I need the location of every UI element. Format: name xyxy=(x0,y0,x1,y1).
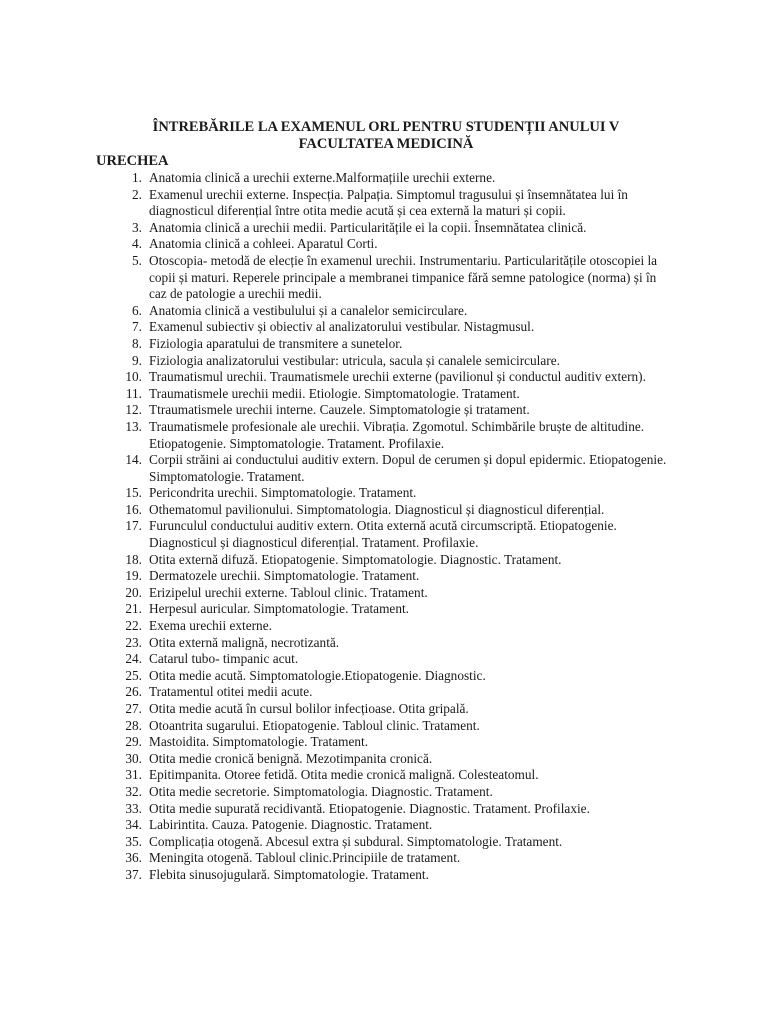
question-number: 6. xyxy=(132,302,142,318)
question-item xyxy=(96,220,676,237)
question-text: Dermatozele urechii. Simptomatologie. Tratament. xyxy=(149,568,420,584)
question-text: Tratamentul otitei medii acute. xyxy=(149,684,313,700)
question-number: 22. xyxy=(125,618,142,634)
question-number: 3. xyxy=(132,219,142,235)
question-item xyxy=(96,485,676,502)
question-number: 18. xyxy=(125,551,142,567)
question-item xyxy=(96,801,676,818)
question-item xyxy=(96,187,676,220)
question-number: 4. xyxy=(132,236,142,252)
question-item xyxy=(96,734,676,751)
question-item xyxy=(96,319,676,336)
question-number: 13. xyxy=(125,418,142,434)
question-number: 1. xyxy=(132,170,142,185)
question-item xyxy=(96,552,676,569)
question-item xyxy=(96,419,676,452)
question-text: Otoantrita sugarului. Etiopatogenie. Tabloul clinic. Tratament. xyxy=(149,717,480,733)
question-item xyxy=(96,751,676,768)
question-item xyxy=(96,701,676,718)
question-text: Examenul urechii externe. Inspecția. Palpația. Simptomul tragusului și însemnătatea lui în diagnosticul diferențial între otita medie acută și cea externă la maturi și copii. xyxy=(149,186,628,219)
question-number: 34. xyxy=(125,817,142,833)
question-text: Otita medie secretorie. Simptomatologia. Diagnostic. Tratament. xyxy=(149,783,493,799)
question-number: 7. xyxy=(132,319,142,335)
question-item xyxy=(96,684,676,701)
question-item xyxy=(96,386,676,403)
question-text: Epitimpanita. Otoree fetidă. Otita medie cronică malignă. Colesteatomul. xyxy=(149,767,539,783)
question-text: Labirintita. Cauza. Patogenie. Diagnostic. Tratament. xyxy=(149,817,433,833)
question-text: Otita medie supurată recidivantă. Etiopatogenie. Diagnostic. Tratament. Profilaxie. xyxy=(149,800,590,816)
question-number: 26. xyxy=(125,684,142,700)
question-list xyxy=(96,170,676,884)
question-number: 36. xyxy=(125,850,142,866)
question-text: Mastoidita. Simptomatologie. Tratament. xyxy=(149,734,369,750)
question-number: 17. xyxy=(125,518,142,534)
title-line-2: FACULTATEA MEDICINĂ xyxy=(298,136,474,152)
question-item xyxy=(96,635,676,652)
question-item xyxy=(96,718,676,735)
question-number: 8. xyxy=(132,335,142,351)
question-item xyxy=(96,668,676,685)
question-item xyxy=(96,834,676,851)
question-number: 35. xyxy=(125,833,142,849)
question-text: Anatomia clinică a urechii externe.Malformațiile urechii externe. xyxy=(149,170,496,185)
section-heading: URECHEA xyxy=(96,153,169,169)
question-number: 31. xyxy=(125,767,142,783)
question-number: 28. xyxy=(125,717,142,733)
question-text: Anatomia clinică a vestibulului și a canalelor semicirculare. xyxy=(149,302,468,318)
question-item xyxy=(96,236,676,253)
question-number: 20. xyxy=(125,584,142,600)
question-item xyxy=(96,651,676,668)
question-text: Otita externă malignă, necrotizantă. xyxy=(149,634,340,650)
question-text: Flebita sinusojugulară. Simptomatologie. Tratament. xyxy=(149,866,429,882)
question-item xyxy=(96,452,676,485)
question-number: 33. xyxy=(125,800,142,816)
question-item xyxy=(96,369,676,386)
question-text: Erizipelul urechii externe. Tabloul clinic. Tratament. xyxy=(149,584,428,600)
question-item xyxy=(96,303,676,320)
question-text: Traumatismele urechii medii. Etiologie. Simptomatologie. Tratament. xyxy=(149,385,520,401)
question-number: 23. xyxy=(125,634,142,650)
question-text: Ttraumatismele urechii interne. Cauzele. Simptomatologie și tratament. xyxy=(149,402,530,418)
question-text: Pericondrita urechii. Simptomatologie. Tratament. xyxy=(149,485,417,501)
question-text: Catarul tubo- timpanic acut. xyxy=(149,651,299,667)
question-number: 14. xyxy=(125,452,142,468)
question-number: 30. xyxy=(125,750,142,766)
question-text: Otita medie cronică benignă. Mezotimpanita cronică. xyxy=(149,750,433,766)
question-text: Traumatismele profesionale ale urechii. Vibrația. Zgomotul. Schimbările bruște de altitudine. Etiopatogenie. Simptomatologie. Tratament. Profilaxie. xyxy=(149,418,645,451)
question-item xyxy=(96,336,676,353)
question-item xyxy=(96,784,676,801)
question-text: Exema urechii externe. xyxy=(149,618,272,634)
question-number: 37. xyxy=(125,866,142,882)
question-number: 10. xyxy=(125,369,142,385)
question-item xyxy=(96,618,676,635)
question-number: 5. xyxy=(132,252,142,268)
question-item xyxy=(96,767,676,784)
question-number: 24. xyxy=(125,651,142,667)
question-text: Furunculul conductului auditiv extern. Otita externă acută circumscriptă. Etiopatogenie. Diagnosticul și diagnosticul diferențial. Tratament. Profilaxie. xyxy=(149,518,617,551)
question-text: Herpesul auricular. Simptomatologie. Tratament. xyxy=(149,601,409,617)
question-text: Fiziologia aparatului de transmitere a sunetelor. xyxy=(149,335,403,351)
question-item xyxy=(96,867,676,884)
question-item xyxy=(96,353,676,370)
question-text: Corpii străini ai conductului auditiv extern. Dopul de cerumen și dopul epidermic. Etiopatogenie. Simptomatologie. Tratament. xyxy=(149,452,667,484)
question-text: Fiziologia analizatorului vestibular: utricula, sacula și canalele semicirculare. xyxy=(149,352,560,368)
question-item xyxy=(96,568,676,585)
question-number: 12. xyxy=(125,402,142,418)
question-number: 27. xyxy=(125,701,142,716)
question-number: 29. xyxy=(125,734,142,750)
question-text: Anatomia clinică a urechii medii. Particularitățile ei la copii. Însemnătatea clinică. xyxy=(149,219,587,235)
title-line-1: ÎNTREBĂRILE LA EXAMENUL ORL PENTRU STUDENȚII ANULUI V xyxy=(152,119,620,135)
question-item xyxy=(96,601,676,618)
question-item xyxy=(96,850,676,867)
question-text: Otita externă difuză. Etiopatogenie. Simptomatologie. Diagnostic. Tratament. xyxy=(149,551,562,567)
question-item xyxy=(96,585,676,602)
question-number: 21. xyxy=(125,601,142,617)
question-item xyxy=(96,502,676,519)
question-number: 25. xyxy=(125,667,142,683)
question-item xyxy=(96,817,676,834)
question-item xyxy=(96,402,676,419)
question-text: Examenul subiectiv și obiectiv al analizatorului vestibular. Nistagmusul. xyxy=(149,319,535,335)
question-text: Otita medie acută în cursul bolilor infecțioase. Otita gripală. xyxy=(149,701,469,716)
question-number: 16. xyxy=(125,501,142,517)
question-number: 11. xyxy=(125,385,142,401)
question-number: 2. xyxy=(132,186,142,202)
question-number: 9. xyxy=(132,352,142,368)
question-text: Traumatismul urechii. Traumatismele urechii externe (pavilionul și conductul auditiv extern). xyxy=(149,369,646,385)
question-number: 15. xyxy=(125,485,142,501)
question-text: Otita medie acută. Simptomatologie.Etiopatogenie. Diagnostic. xyxy=(149,667,486,683)
question-item xyxy=(96,253,676,303)
question-text: Othematomul pavilionului. Simptomatologia. Diagnosticul și diagnosticul diferențial. xyxy=(149,501,605,517)
question-text: Anatomia clinică a cohleei. Aparatul Corti. xyxy=(149,236,378,252)
question-text: Complicația otogenă. Abcesul extra și subdural. Simptomatologie. Tratament. xyxy=(149,833,563,849)
question-number: 32. xyxy=(125,783,142,799)
question-item xyxy=(96,518,676,551)
document-title xyxy=(96,119,676,153)
question-text: Otoscopia- metodă de elecție în examenul urechii. Instrumentariu. Particularitățile otoscopiei la copii și maturi. Reperele principale a membranei timpanice fără semne patologice (norma) și în caz de patologie a urechii medii. xyxy=(149,252,658,302)
question-item xyxy=(96,170,676,187)
question-number: 19. xyxy=(125,568,142,584)
question-text: Meningita otogenă. Tabloul clinic.Principiile de tratament. xyxy=(149,850,461,866)
